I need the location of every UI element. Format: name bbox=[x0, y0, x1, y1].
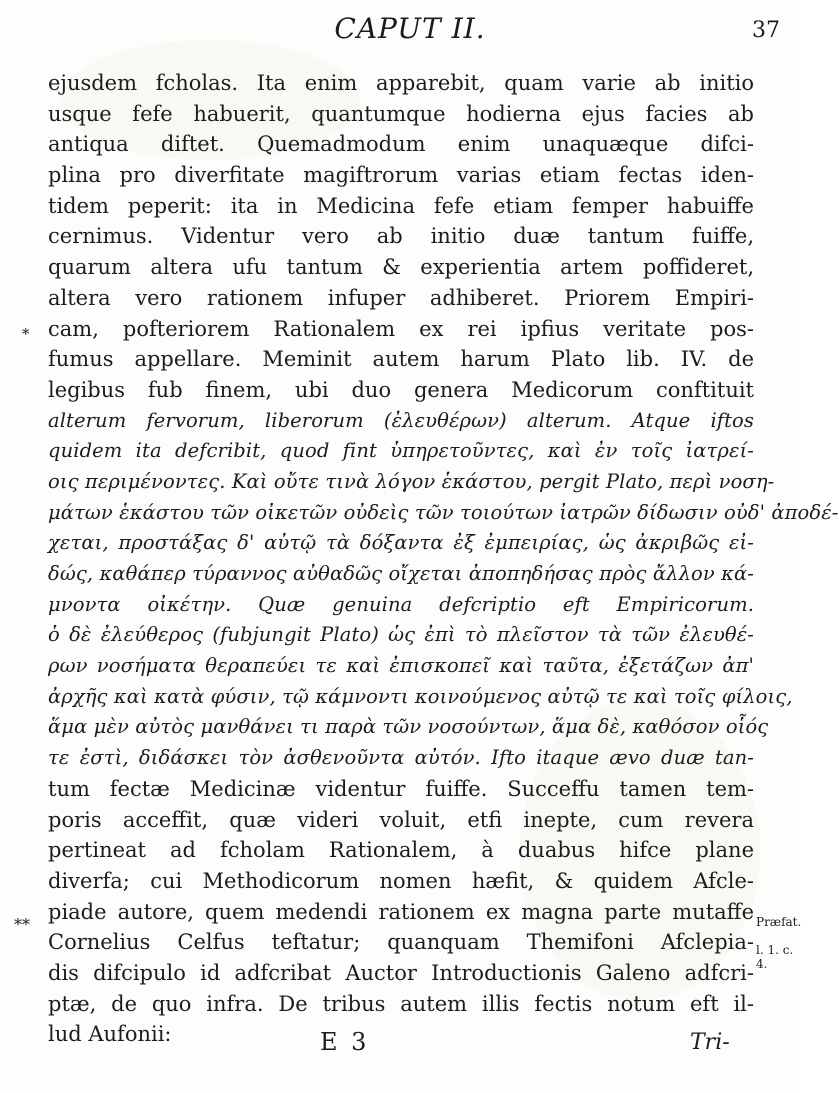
text-line: quidem ita defcribit, quod fint ὑπηρετοῦντες, καὶ ἐν τοῖς ἰατρεί- bbox=[48, 439, 754, 463]
text-line: plina pro diverfitate magiftrorum varias etiam fectas iden- bbox=[48, 163, 754, 188]
text-line: Cornelius Celfus teftatur; quanquam Themifoni Afclepia- bbox=[48, 930, 754, 955]
text-line: alterum fervorum, liberorum (ἐλευθέρων) alterum. Atque iftos bbox=[48, 408, 754, 432]
text-line: tidem peperit: ita in Medicina fefe etiam femper habuiffe bbox=[48, 193, 754, 218]
text-line: tum fectæ Medicinæ videntur fuiffe. Succeffu tamen tem- bbox=[48, 776, 754, 801]
text-line: ρων νοσήματα θεραπεύει τε καὶ ἐπισκοπεῖ καὶ ταῦτα, ἐξετάζων ἀπ' bbox=[48, 654, 754, 678]
margin-note-praefatio: Præfat. bbox=[756, 915, 802, 929]
text-line: τε ἐστὶ, διδάσκει τὸν ἀσθενοῦντα αὐτόν. Ifto itaque ævo duæ tan- bbox=[48, 746, 754, 770]
text-line: quarum altera ufu tantum & experientia artem poffideret, bbox=[48, 255, 754, 280]
margin-asterisk: * bbox=[22, 325, 30, 343]
text-line: δώς, καθάπερ τύραννος αὐθαδῶς οἴχεται ἀποπηδήσας πρὸς ἄλλον κά- bbox=[48, 562, 754, 585]
page-number: 37 bbox=[752, 18, 780, 43]
text-line: dis difcipulo id adfcribat Auctor Introductionis Galeno adfcri- bbox=[48, 960, 754, 985]
running-title: CAPUT II. bbox=[334, 12, 486, 45]
text-line: diverfa; cui Methodicorum nomen hæfit, & quidem Afcle- bbox=[48, 868, 754, 893]
margin-double-asterisk: ** bbox=[14, 915, 30, 934]
text-line: ἅμα μὲν αὐτὸς μανθάνει τι παρὰ τῶν νοσούντων, ἅμα δὲ, καθόσον οἷός bbox=[48, 715, 769, 739]
text-line: cam, pofteriorem Rationalem ex rei ipfius veritate pos- bbox=[48, 316, 754, 341]
text-line: ὁ δὲ ἐλεύθερος (fubjungit Plato) ὡς ἐπὶ τὸ πλεῖστον τὰ τῶν ἐλευθέ- bbox=[48, 623, 754, 647]
text-line: piade autore, quem medendi rationem ex magna parte mutaffe bbox=[48, 899, 754, 924]
text-line: lud Aufonii: bbox=[48, 1022, 172, 1047]
text-line: pertineat ad fcholam Rationalem, à duabus hifce plane bbox=[48, 838, 754, 863]
text-line: ptæ, de quo infra. De tribus autem illis fectis notum eft il- bbox=[48, 991, 754, 1016]
text-line: legibus fub finem, ubi duo genera Medicorum conftituit bbox=[48, 377, 754, 402]
text-line: οις περιμένοντες. Καὶ οὔτε τινὰ λόγον ἑκάστου, pergit Plato, περὶ νοση- bbox=[48, 469, 775, 493]
text-line: fumus appellare. Meminit autem harum Plato lib. IV. de bbox=[48, 347, 754, 372]
text-line: μνοντα οἰκέτην. Quæ genuina defcriptio eft Empiricorum. bbox=[48, 592, 754, 616]
text-line: altera vero rationem infuper adhiberet. Priorem Empiri- bbox=[48, 285, 754, 310]
text-line: antiqua diftet. Quemadmodum enim unaquæque difci- bbox=[48, 132, 754, 157]
text-line: poris acceffit, quæ videri voluit, etfi inepte, cum revera bbox=[48, 807, 754, 832]
text-line: cernimus. Videntur vero ab initio duæ tantum fuiffe, bbox=[48, 224, 754, 249]
text-line: μάτων ἑκάστου τῶν οἰκετῶν οὐδεὶς τῶν τοιούτων ἰατρῶν δίδωσιν οὐδ' ἀποδέ- bbox=[48, 500, 839, 524]
catchword: Tri- bbox=[690, 1030, 730, 1055]
text-line: ejusdem fcholas. Ita enim apparebit, quam varie ab initio bbox=[48, 71, 754, 95]
text-line: χεται, προστάξας δ' αὐτῷ τὰ δόξαντα ἐξ ἐμπειρίας, ὡς ἀκριβῶς εἰ- bbox=[48, 531, 754, 555]
signature-mark: E 3 bbox=[320, 1028, 370, 1056]
text-line: ἀρχῆς καὶ κατὰ φύσιν, τῷ κάμνοντι κοινούμενος αὐτῷ τε καὶ τοῖς φίλοις, bbox=[48, 684, 793, 708]
margin-note-reference: l. 1. c. 4. bbox=[756, 943, 794, 971]
text-line: usque fefe habuerit, quantumque hodierna ejus facies ab bbox=[48, 101, 754, 126]
